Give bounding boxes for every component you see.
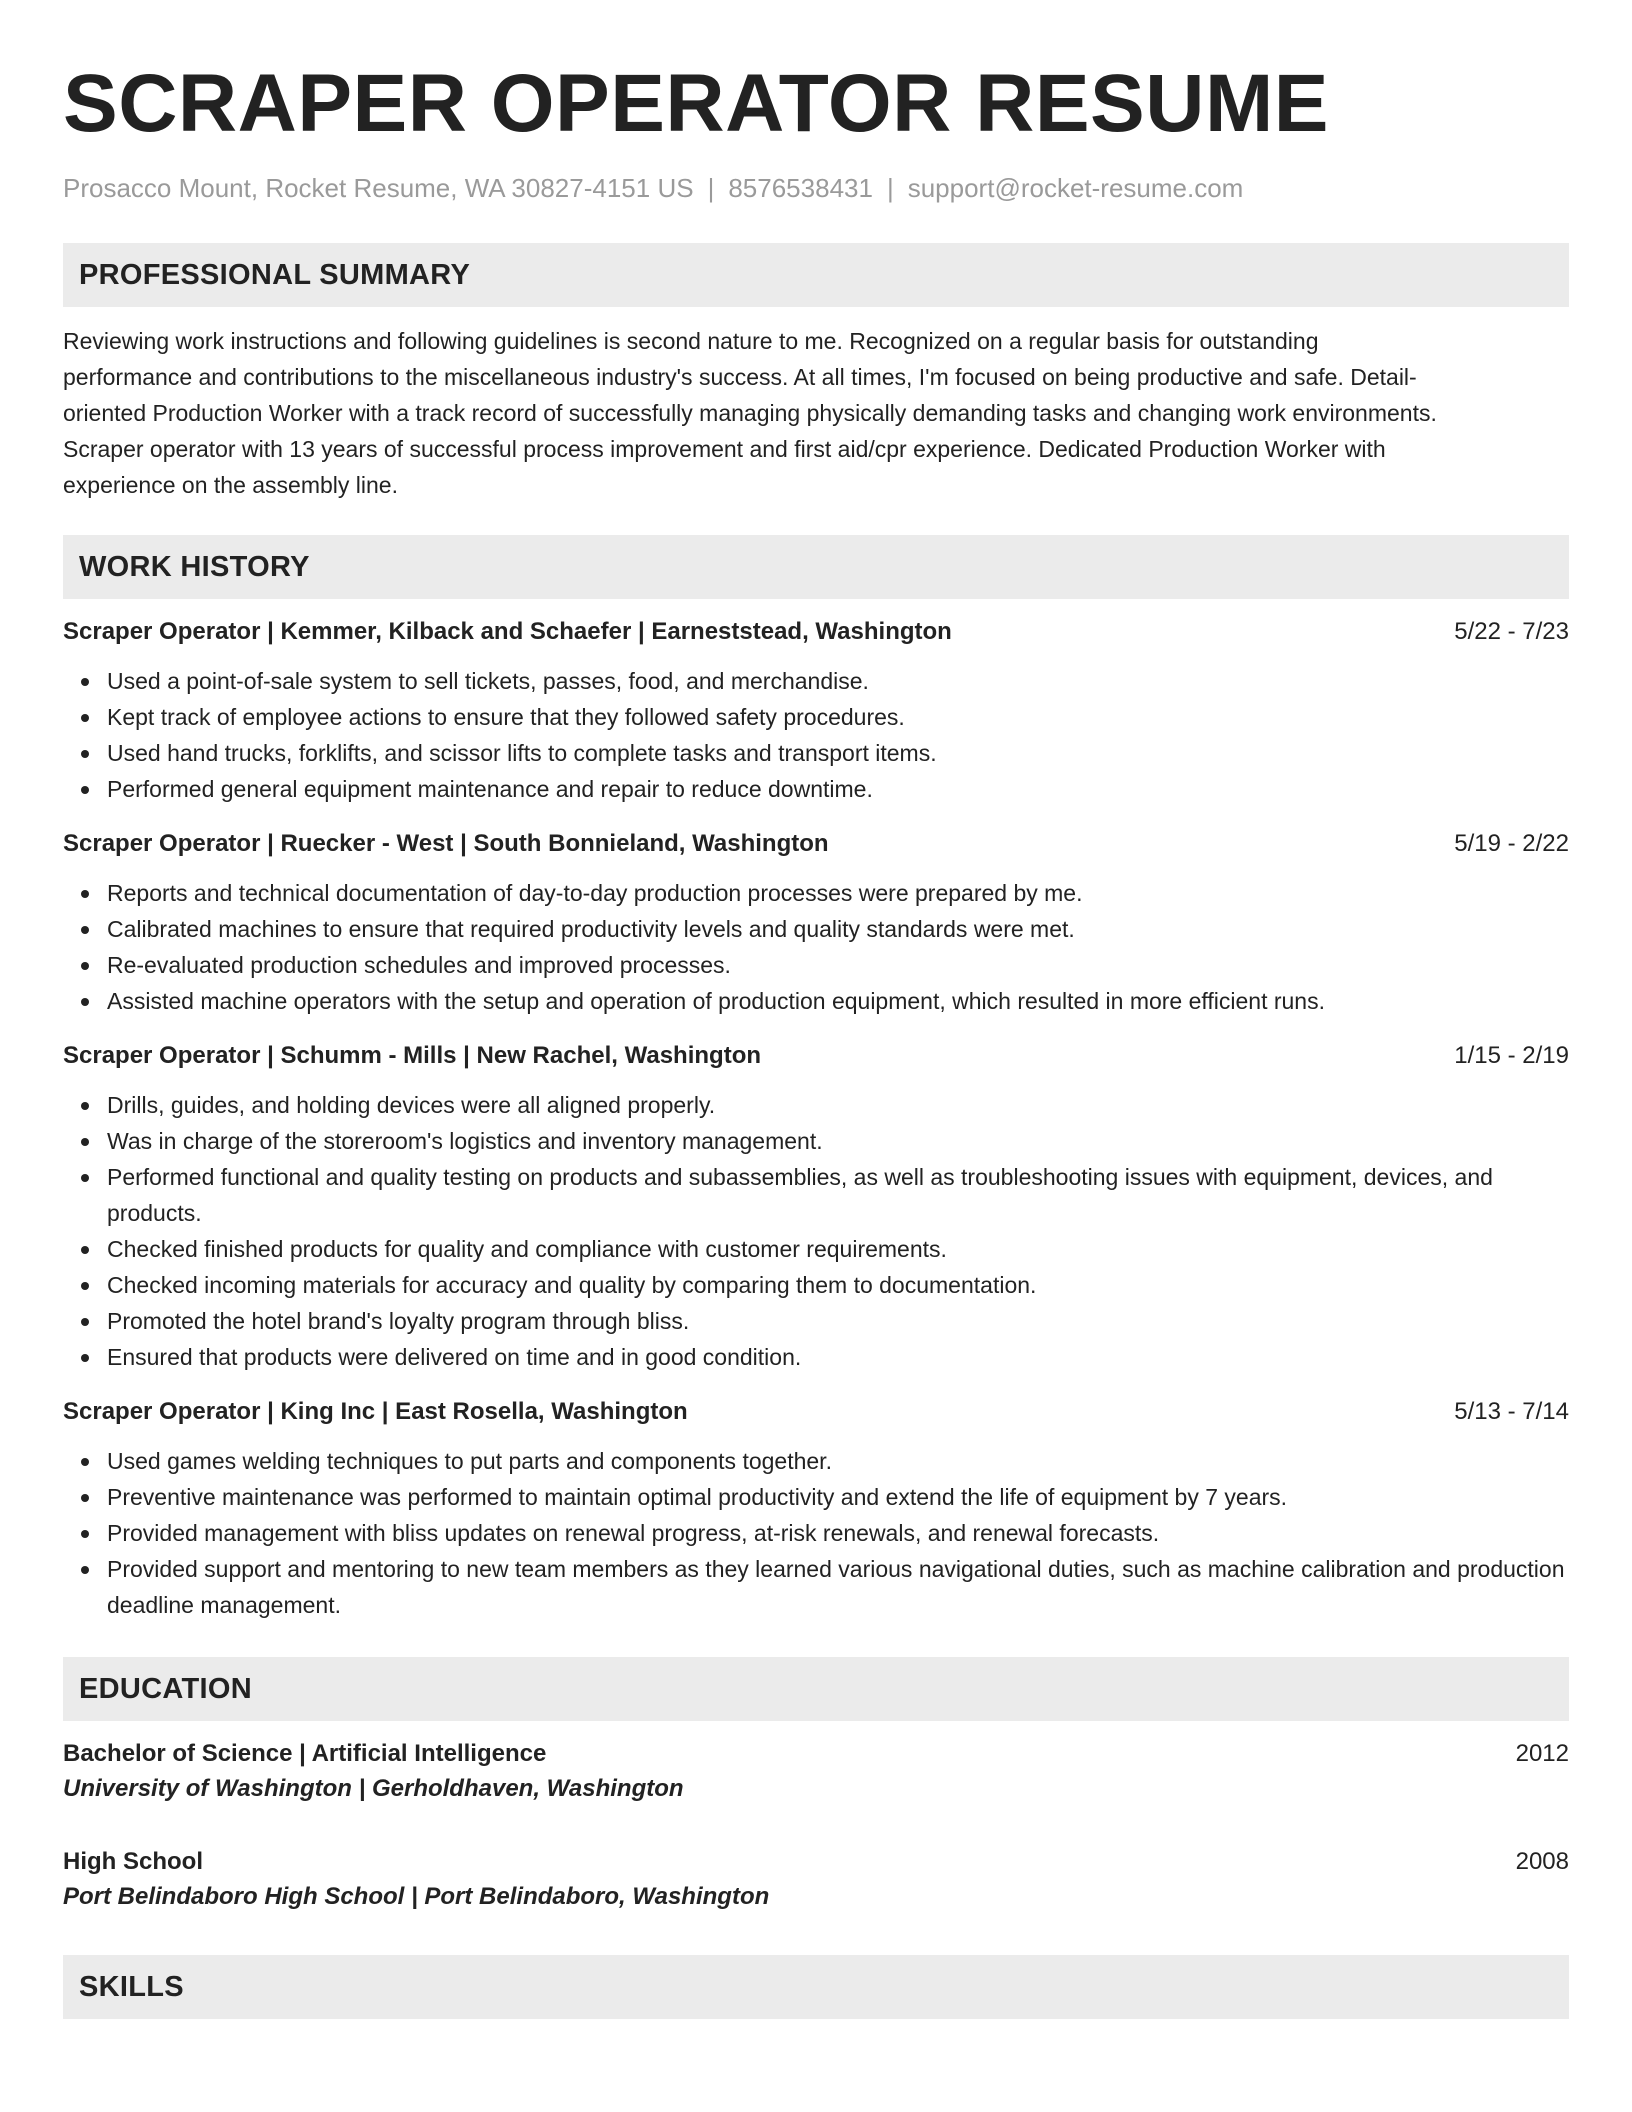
education-header [63, 1737, 1569, 1771]
job-bullet: Preventive maintenance was performed to maintain optimal productivity and extend the life of equipment by 7 years. [107, 1479, 1569, 1515]
education-school: University of Washington | Gerholdhaven, Washington [63, 1775, 684, 1802]
job-dates: 5/22 - 7/23 [1454, 618, 1569, 645]
summary-text [63, 323, 1569, 503]
contact-address: Prosacco Mount, Rocket Resume, WA 30827-4151 US [63, 173, 694, 203]
job-bullet: Kept track of employee actions to ensure that they followed safety procedures. [107, 699, 1569, 735]
job-bullet: Used games welding techniques to put parts and components together. [107, 1443, 1569, 1479]
job-title: Scraper Operator | Kemmer, Kilback and Schaefer | Earneststead, Washington [63, 618, 952, 645]
job-entry [63, 615, 1569, 807]
job-bullet: Provided support and mentoring to new team members as they learned various navigational duties, such as machine calibration and production deadline management. [107, 1551, 1569, 1623]
job-bullet: Calibrated machines to ensure that required productivity levels and quality standards were met. [107, 911, 1569, 947]
education-school: Port Belindaboro High School | Port Belindaboro, Washington [63, 1883, 770, 1910]
job-title: Scraper Operator | Schumm - Mills | New Rachel, Washington [63, 1042, 762, 1069]
job-bullet: Ensured that products were delivered on time and in good condition. [107, 1339, 1569, 1375]
contact-phone: 8576538431 [728, 173, 873, 203]
section-header-skills: SKILLS [63, 1955, 1569, 2019]
job-bullet: Reports and technical documentation of day-to-day production processes were prepared by me. [107, 875, 1569, 911]
job-entry [63, 827, 1569, 1019]
resume-title: SCRAPER OPERATOR RESUME [63, 58, 1329, 149]
contact-separator: | [707, 173, 715, 203]
job-bullet: Checked incoming materials for accuracy and quality by comparing them to documentation. [107, 1267, 1569, 1303]
job-bullets [63, 1443, 1569, 1623]
summary-line: Reviewing work instructions and following guidelines is second nature to me. Recognized on a regular basis for outstanding [63, 328, 1319, 354]
job-bullet: Used hand trucks, forklifts, and scissor lifts to complete tasks and transport items. [107, 735, 1569, 771]
job-bullet: Checked finished products for quality and compliance with customer requirements. [107, 1231, 1569, 1267]
education-degree: High School [63, 1848, 203, 1875]
job-dates: 5/13 - 7/14 [1454, 1398, 1569, 1425]
job-bullet: Promoted the hotel brand's loyalty program through bliss. [107, 1303, 1569, 1339]
education-entry [63, 1845, 1569, 1915]
job-bullet: Performed general equipment maintenance and repair to reduce downtime. [107, 771, 1569, 807]
summary-line: experience on the assembly line. [63, 472, 398, 498]
job-bullet: Assisted machine operators with the setup and operation of production equipment, which resulted in more efficient runs. [107, 983, 1569, 1019]
job-bullets [63, 875, 1569, 1019]
job-dates: 5/19 - 2/22 [1454, 830, 1569, 857]
job-bullet: Performed functional and quality testing on products and subassemblies, as well as troubleshooting issues with equipment, devices, and products. [107, 1159, 1569, 1231]
education-degree: Bachelor of Science | Artificial Intelligence [63, 1740, 547, 1767]
job-bullets [63, 1087, 1569, 1375]
contact-email: support@rocket-resume.com [907, 173, 1244, 203]
job-title: Scraper Operator | King Inc | East Rosella, Washington [63, 1398, 688, 1425]
education-entry [63, 1737, 1569, 1807]
job-entry [63, 1039, 1569, 1375]
job-header [63, 1039, 1569, 1073]
job-bullet: Was in charge of the storeroom's logistics and inventory management. [107, 1123, 1569, 1159]
job-dates: 1/15 - 2/19 [1454, 1042, 1569, 1069]
job-bullets [63, 663, 1569, 807]
section-header-education: EDUCATION [63, 1657, 1569, 1721]
summary-line: Scraper operator with 13 years of successful process improvement and first aid/cpr experience. Dedicated Production Worker with [63, 436, 1386, 462]
job-title: Scraper Operator | Ruecker - West | South Bonnieland, Washington [63, 830, 829, 857]
job-bullet: Provided management with bliss updates on renewal progress, at-risk renewals, and renewal forecasts. [107, 1515, 1569, 1551]
education-year: 2012 [1515, 1740, 1569, 1767]
section-header-work-history: WORK HISTORY [63, 535, 1569, 599]
job-header [63, 827, 1569, 861]
job-header [63, 615, 1569, 649]
summary-line: oriented Production Worker with a track record of successfully managing physically demanding tasks and changing work environments. [63, 400, 1437, 426]
contact-line [63, 172, 1569, 204]
job-header [63, 1395, 1569, 1429]
education-header [63, 1845, 1569, 1879]
job-bullet: Re-evaluated production schedules and improved processes. [107, 947, 1569, 983]
contact-separator: | [886, 173, 894, 203]
section-header-summary: PROFESSIONAL SUMMARY [63, 243, 1569, 307]
job-entry [63, 1395, 1569, 1623]
summary-line: performance and contributions to the miscellaneous industry's success. At all times, I'm focused on being productive and safe. Detail- [63, 364, 1417, 390]
job-bullet: Drills, guides, and holding devices were all aligned properly. [107, 1087, 1569, 1123]
job-bullet: Used a point-of-sale system to sell tickets, passes, food, and merchandise. [107, 663, 1569, 699]
education-year: 2008 [1515, 1848, 1569, 1875]
